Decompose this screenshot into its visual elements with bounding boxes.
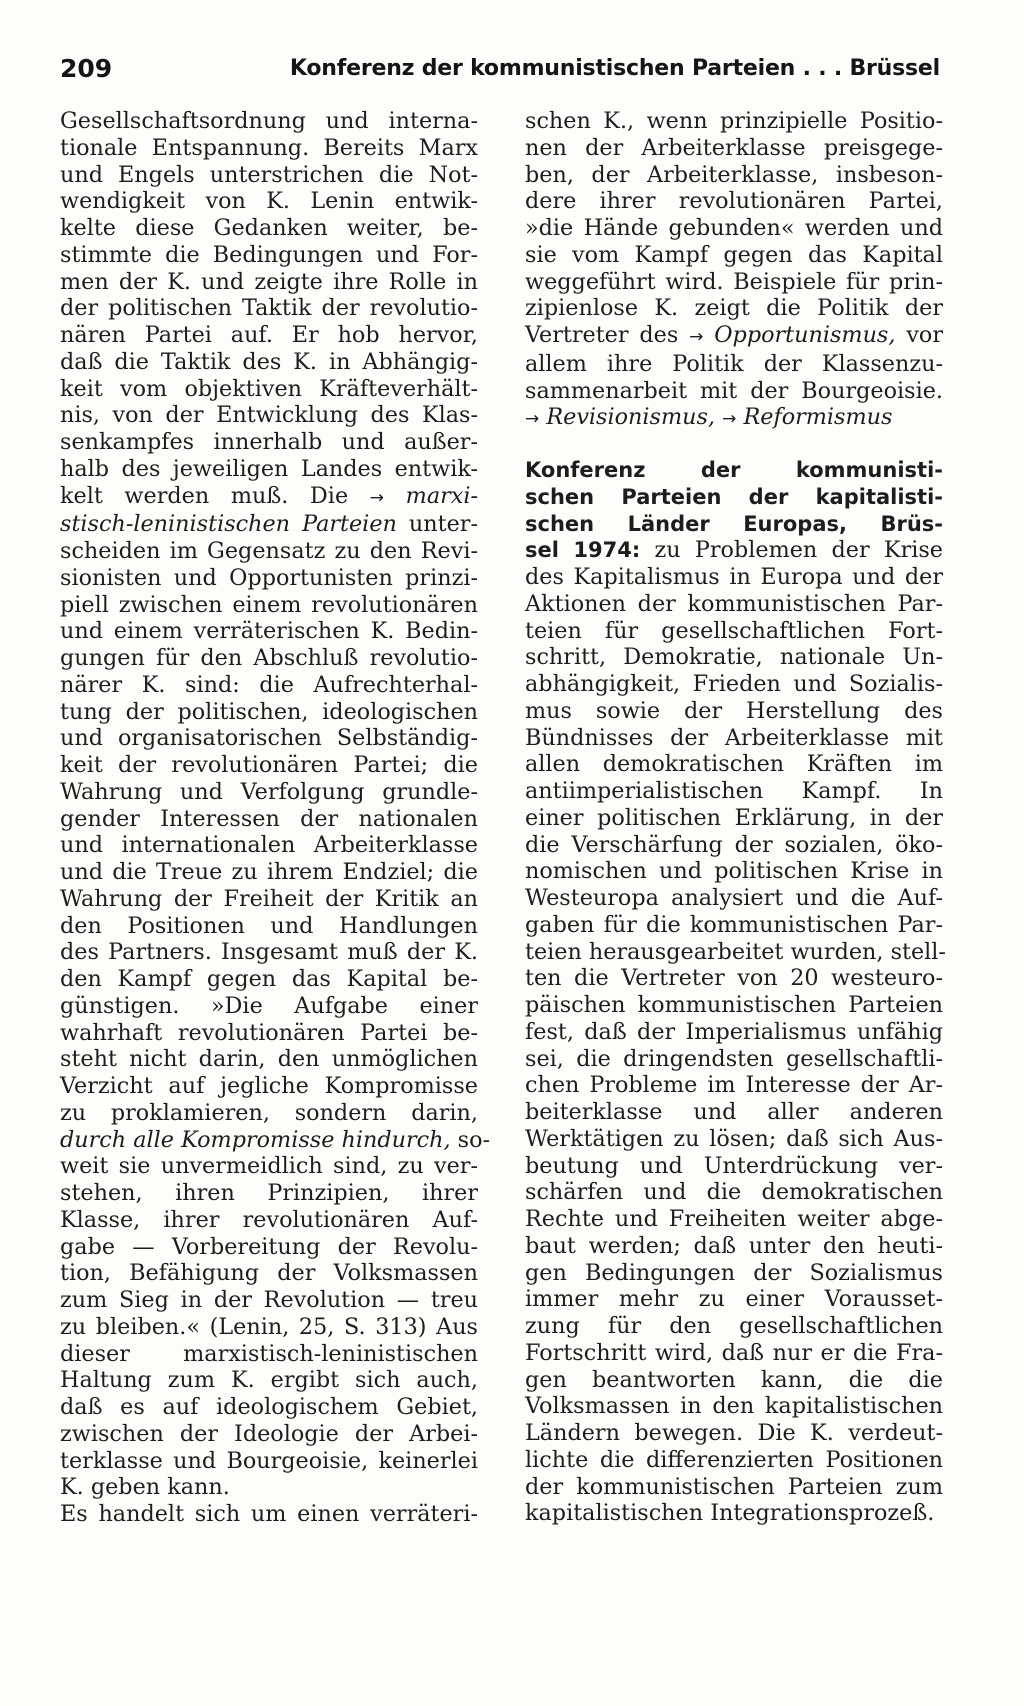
cross-reference-arrow-icon: → <box>369 487 385 508</box>
text-line: chen Probleme im Interesse der Ar- <box>525 1072 943 1099</box>
text-line: Fortschritt wird, daß nur er die Fra- <box>525 1339 943 1366</box>
see-also-line <box>525 404 943 433</box>
left-column <box>60 108 491 1528</box>
text-line-with-link <box>60 483 478 512</box>
cross-reference-arrow-icon: → <box>689 327 704 347</box>
text-line: wendigkeit von K. Lenin entwik- <box>60 188 478 215</box>
text-line: zu proklamieren, sondern darin, <box>60 1099 478 1126</box>
entry-headword: sel 1974: <box>525 538 641 563</box>
text-line: Rechte und Freiheiten weiter abge- <box>525 1206 943 1232</box>
text-line: immer mehr zu einer Vorausset- <box>525 1286 943 1313</box>
text-line: sionisten und Opportunisten prinzi- <box>60 564 478 591</box>
text-line: teien für gesellschaftlichen Fort- <box>525 617 943 644</box>
text-line: Verzicht auf jegliche Kompromisse <box>60 1073 478 1099</box>
text-line: und Engels unterstrichen die Not- <box>60 161 478 188</box>
text-line: Es handelt sich um einen verräteri- <box>60 1501 478 1527</box>
text-line: nomischen und politischen Krise in <box>525 858 943 885</box>
text-line: daß die Taktik des K. in Abhängig- <box>60 348 478 375</box>
entry-headword-line: Konferenz der kommunisti- <box>525 458 943 482</box>
text-line: gen beantworten kann, die die <box>525 1366 943 1393</box>
text-line: sie vom Kampf gegen das Kapital <box>525 241 943 268</box>
text-line: baut werden; daß unter den heuti- <box>525 1232 943 1259</box>
text-line-with-link <box>60 511 478 538</box>
text-line: und die Treue zu ihrem Endziel; die <box>60 859 478 885</box>
text-line: stimmte die Bedingungen und For- <box>60 241 478 268</box>
cross-reference-opportunismus[interactable]: Opportunismus, <box>714 322 896 348</box>
text-line: fest, daß der Imperialismus unfähig <box>525 1018 943 1045</box>
cross-reference-revisionismus[interactable]: Revisionismus, <box>546 404 716 431</box>
text-line: wahrhaft revolutionären Partei be- <box>60 1019 478 1046</box>
text-line: piell zwischen einem revolutionären <box>60 591 478 618</box>
text-line: Klasse, ihrer revolutionären Auf- <box>60 1206 478 1233</box>
text-line: der politischen Taktik der revolutio- <box>60 295 478 322</box>
text-line: und organisatorischen Selbständig- <box>60 725 478 752</box>
text-line: beutung und Unterdrückung ver- <box>525 1152 943 1179</box>
text-line: der kommunistischen Parteien zum <box>525 1473 943 1500</box>
right-column <box>525 108 946 1527</box>
text-line: gungen für den Abschluß revolutio- <box>60 645 478 671</box>
text-line: zu bleiben.« (Lenin, 25, S. 313) Aus <box>60 1313 478 1340</box>
text-line: kelte diese Gedanken weiter, be- <box>60 215 478 241</box>
text-line-with-link <box>525 322 943 351</box>
text-line: scheiden im Gegensatz zu den Revi- <box>60 538 478 564</box>
cross-reference-marxistisch-leninistische-parteien[interactable]: marxi- <box>405 482 479 509</box>
text-line: Volksmassen in den kapitalistischen <box>525 1393 943 1420</box>
text-line: ten die Vertreter von 20 westeuro- <box>525 965 943 992</box>
text-line: gaben für die kommunistischen Par- <box>525 911 943 938</box>
text-line: weit sie unvermeidlich sind, zu ver- <box>60 1153 478 1180</box>
text-line: günstigen. »Die Aufgabe einer <box>60 992 478 1019</box>
text-line: Wahrung der Freiheit der Kritik an <box>60 885 478 912</box>
page-header <box>60 54 940 94</box>
text-line: Werktätigen zu lösen; daß sich Aus- <box>525 1125 943 1152</box>
text-line: nis, von der Entwicklung des Klas- <box>60 402 478 429</box>
entry-headword-line: schen Parteien der kapitalisti- <box>525 484 943 509</box>
running-head: Konferenz der kommunistischen Parteien . . . Brüssel <box>289 56 940 81</box>
text-segment: kelt werden muß. Die <box>60 482 349 509</box>
text-segment: vor <box>906 322 944 348</box>
page-number: 209 <box>60 54 113 83</box>
text-line: und einem verräterischen K. Bedin- <box>60 618 478 645</box>
cross-reference-arrow-icon: → <box>722 409 737 430</box>
text-line: teien herausgearbeitet wurden, stell- <box>525 938 946 965</box>
text-line: gabe — Vorbereitung der Revolu- <box>60 1233 478 1260</box>
text-line: terklasse und Bourgeoisie, keinerlei <box>60 1447 478 1474</box>
cross-reference-reformismus[interactable]: Reformismus <box>743 404 893 431</box>
text-line: die Verschärfung der sozialen, öko- <box>525 831 943 858</box>
text-line: antiimperialistischen Kampf. In <box>525 778 943 804</box>
text-line: allem ihre Politik der Klassenzu- <box>525 350 943 377</box>
text-line: gender Interessen der nationalen <box>60 805 478 832</box>
text-line: Westeuropa analysiert und die Auf- <box>525 885 943 911</box>
text-line: gen Bedingungen der Sozialismus <box>525 1259 943 1286</box>
text-line: sammenarbeit mit der Bourgeoisie. <box>525 377 943 404</box>
text-line-with-headword <box>525 537 943 564</box>
text-line: Ländern bewegen. Die K. verdeut- <box>525 1420 943 1446</box>
text-line: allen demokratischen Kräften im <box>525 751 943 778</box>
text-segment: Vertreter des <box>525 322 679 348</box>
emphasized-quote: durch alle Kompromisse hindurch, <box>60 1126 451 1153</box>
text-line: Wahrung und Verfolgung grundle- <box>60 778 478 805</box>
text-line: mus sowie der Herstellung des <box>525 697 943 724</box>
text-segment: so- <box>457 1126 491 1153</box>
text-line: lichte die differenzierten Positionen <box>525 1446 943 1473</box>
cross-reference-arrow-icon: → <box>525 409 540 430</box>
text-line: Gesellschaftsordnung und interna- <box>60 108 478 134</box>
text-line: des Kapitalismus in Europa und der <box>525 564 943 590</box>
text-line: dieser marxistisch-leninistischen <box>60 1340 478 1367</box>
text-line: tung der politischen, ideologischen <box>60 698 478 725</box>
text-line: närer K. sind: die Aufrechterhal- <box>60 671 478 698</box>
text-segment: zu Problemen der Krise <box>654 537 943 564</box>
text-segment: unter- <box>408 511 478 538</box>
text-line: schärfen und die demokratischen <box>525 1179 943 1206</box>
text-line: dere ihrer revolutionären Partei, <box>525 188 943 215</box>
text-line: keit der revolutionären Partei; die <box>60 752 478 778</box>
text-line: kapitalistischen Integrationsprozeß. <box>525 1500 935 1527</box>
text-line: men der K. und zeigte ihre Rolle in <box>60 268 478 295</box>
text-line: Aktionen der kommunistischen Par- <box>525 590 943 617</box>
text-line-with-emphasis <box>60 1126 491 1154</box>
text-line: den Positionen und Handlungen <box>60 912 478 939</box>
text-line: nen der Arbeiterklasse preisgege- <box>525 134 943 161</box>
entry-headword-line: schen Länder Europas, Brüs- <box>525 511 943 536</box>
text-line: abhängigkeit, Frieden und Sozialis- <box>525 671 943 697</box>
text-line: daß es auf ideologischem Gebiet, <box>60 1394 478 1420</box>
text-line: tion, Befähigung der Volksmassen <box>60 1260 478 1287</box>
text-line: einer politischen Erklärung, in der <box>525 804 943 831</box>
text-line: senkampfes innerhalb und außer- <box>60 429 478 455</box>
text-line: zipienlose K. zeigt die Politik der <box>525 295 943 322</box>
text-line: halb des jeweiligen Landes entwik- <box>60 455 478 482</box>
text-line: tionale Entspannung. Bereits Marx <box>60 134 478 161</box>
text-line: den Kampf gegen das Kapital be- <box>60 966 478 992</box>
text-line: K. geben kann. <box>60 1474 230 1501</box>
text-line: steht nicht darin, den unmöglichen <box>60 1046 478 1073</box>
text-line: stehen, ihren Prinzipien, ihrer <box>60 1180 478 1206</box>
text-line: sei, die dringendsten gesellschaftli- <box>525 1045 943 1072</box>
text-line: schritt, Demokratie, nationale Un- <box>525 644 943 671</box>
text-line: ben, der Arbeiterklasse, insbeson- <box>525 161 943 188</box>
text-line: nären Partei auf. Er hob hervor, <box>60 322 478 348</box>
text-line: zum Sieg in der Revolution — treu <box>60 1287 478 1313</box>
text-line: keit vom objektiven Kräfteverhält- <box>60 375 478 402</box>
text-line: und internationalen Arbeiterklasse <box>60 832 478 859</box>
text-line: zung für den gesellschaftlichen <box>525 1313 943 1339</box>
text-line: weggeführt wird. Beispiele für prin- <box>525 268 943 295</box>
text-line: zwischen der Ideologie der Arbei- <box>60 1420 478 1447</box>
text-line: Haltung zum K. ergibt sich auch, <box>60 1367 478 1394</box>
text-line: päischen kommunistischen Parteien <box>525 992 943 1018</box>
cross-reference-marxistisch-leninistische-parteien[interactable]: stisch-leninistischen Parteien <box>60 511 397 538</box>
text-line: Bündnisses der Arbeiterklasse mit <box>525 724 943 751</box>
text-line: des Partners. Insgesamt muß der K. <box>60 939 478 966</box>
text-line: schen K., wenn prinzipielle Positio- <box>525 108 943 134</box>
text-line: beiterklasse und aller anderen <box>525 1099 943 1125</box>
text-line: »die Hände gebunden« werden und <box>525 215 943 241</box>
